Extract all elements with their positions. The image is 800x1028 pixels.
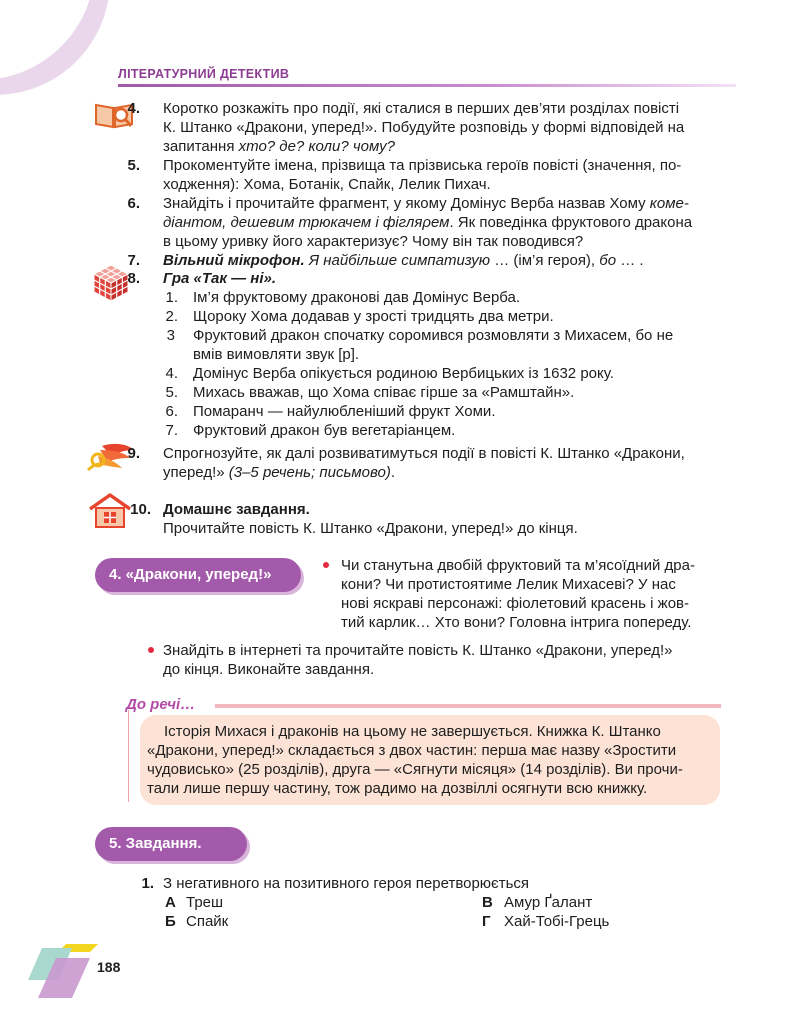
option-letter: Г <box>482 913 491 930</box>
section-5-label: 5. Завдання. <box>95 827 247 861</box>
q10-number: 10. <box>130 501 151 518</box>
q7-number: 7. <box>127 252 140 269</box>
note-line: «Дракони, уперед!» складається з двох частин: перша має назву «Зростити <box>147 742 677 759</box>
section4-bullet1-line: тий карлик… Хто вони? Головна інтрига попереду. <box>341 614 692 631</box>
q8-item-text: вмів вимовляти звук [р]. <box>193 346 360 363</box>
q4-number: 4. <box>127 100 140 117</box>
section4-bullet2-line: Знайдіть в інтернеті та прочитайте повість К. Штанко «Дракони, уперед!» <box>163 642 673 659</box>
q8-item-text: Фруктовий дракон був вегетаріанцем. <box>193 422 456 439</box>
q5-line1: Прокоментуйте імена, прізвища та прізвиська героїв повісті (значення, по- <box>163 157 682 174</box>
bullet-icon <box>148 647 154 653</box>
option-letter: А <box>165 894 176 911</box>
q8-item-number: 2. <box>165 308 178 325</box>
q8-item-text: Фруктовий дракон спочатку соромився розмовляти з Михасем, бо не <box>193 327 674 344</box>
q8-item-number: 3 <box>166 327 175 344</box>
note-vertical-rule <box>128 710 129 802</box>
option-text: Спайк <box>186 913 229 930</box>
section-header: ЛІТЕРАТУРНИЙ ДЕТЕКТИВ <box>118 67 290 81</box>
q8-item-number: 1. <box>165 289 178 306</box>
q10-text: Прочитайте повість К. Штанко «Дракони, уперед!» до кінця. <box>163 520 578 537</box>
option-letter: Б <box>165 913 176 930</box>
bullet-icon <box>323 562 329 568</box>
note-line: чудовисько» (25 розділів), друга — «Сягнути місяця» (14 розділів). Ви прочи- <box>147 761 683 778</box>
q8-item-number: 5. <box>165 384 178 401</box>
header-rule <box>118 84 736 87</box>
q8-number: 8. <box>127 270 140 287</box>
q8-item-number: 7. <box>165 422 178 439</box>
option-letter: В <box>482 894 493 911</box>
q8-item-text: Щороку Хома додавав у зрості тридцять два метри. <box>193 308 554 325</box>
q8-title: Гра «Так — ні». <box>163 270 277 287</box>
q5-number: 5. <box>127 157 140 174</box>
q6-line2: діантом, дешевим трюкачем і фігляρем. Як поведінка фруктового дракона <box>163 214 693 231</box>
note-title: До речі… <box>126 696 196 713</box>
q1-text: З негативного на позитивного героя перетворюється <box>163 875 530 892</box>
q6-line1: Знайдіть і прочитайте фрагмент, у якому Домінус Верба назвав Хому коме- <box>163 195 689 212</box>
section4-bullet1-line: нові яскраві персонажі: фіолетовий красень і жов- <box>341 595 689 612</box>
section-4-label: 4. «Дракони, уперед!» <box>95 558 301 592</box>
q8-item-text: Ім’я фруктовому драконові дав Домінус Верба. <box>193 289 521 306</box>
q4-line1: Коротко розкажіть про події, які сталися в перших дев’яти розділах повісті <box>163 100 680 117</box>
q7-line: Вільний мікрофон. Я найбільше симпатизую … (ім’я героя), бо … . <box>163 252 644 269</box>
q9-line1: Спрогнозуйте, як далі розвиватимуться події в повісті К. Штанко «Дракони, <box>163 445 685 462</box>
section4-bullet1-line: кони? Чи протистоятиме Лелик Михасеві? У нас <box>341 576 676 593</box>
q6-line3: в цьому уривку його характеризує? Чому він так поводився? <box>163 233 584 250</box>
q8-item-text: Помаранч — найулюбленіший фрукт Хоми. <box>193 403 496 420</box>
note-rule <box>215 704 721 708</box>
q9-line2: уперед!» (3–5 речень; письмово). <box>163 464 395 481</box>
option-text: Амур Ґалант <box>504 894 593 911</box>
page-number: 188 <box>97 959 121 975</box>
note-line: Історія Михася і драконів на цьому не завершується. Книжка К. Штанко <box>164 723 661 740</box>
q5-line2: ходження): Хома, Ботанік, Спайк, Лелик Пихач. <box>163 176 491 193</box>
note-line: тали лише першу частину, тож радимо на дозвіллі осягнути всю книжку. <box>147 780 648 797</box>
q6-number: 6. <box>127 195 140 212</box>
q1-number: 1. <box>141 875 154 892</box>
section4-bullet1-line: Чи станутьна двобій фруктовий та м’ясоїдний дра- <box>341 557 695 574</box>
q8-item-number: 4. <box>165 365 178 382</box>
q10-title: Домашнє завдання. <box>163 501 310 518</box>
q4-line2: К. Штанко «Дракони, уперед!». Побудуйте розповідь у формі відповідей на <box>163 119 685 136</box>
option-text: Хай-Тобі-Грець <box>504 913 610 930</box>
q4-line3: запитання хто? де? коли? чому? <box>163 138 395 155</box>
option-text: Треш <box>186 894 224 911</box>
q8-item-text: Михась вважав, що Хома співає гірше за «Рамштайн». <box>193 384 575 401</box>
q9-number: 9. <box>127 445 140 462</box>
section4-bullet2-line: до кінця. Виконайте завдання. <box>163 661 375 678</box>
q8-item-text: Домінус Верба опікується родиною Вербицьких із 1632 року. <box>193 365 614 382</box>
q8-item-number: 6. <box>165 403 178 420</box>
